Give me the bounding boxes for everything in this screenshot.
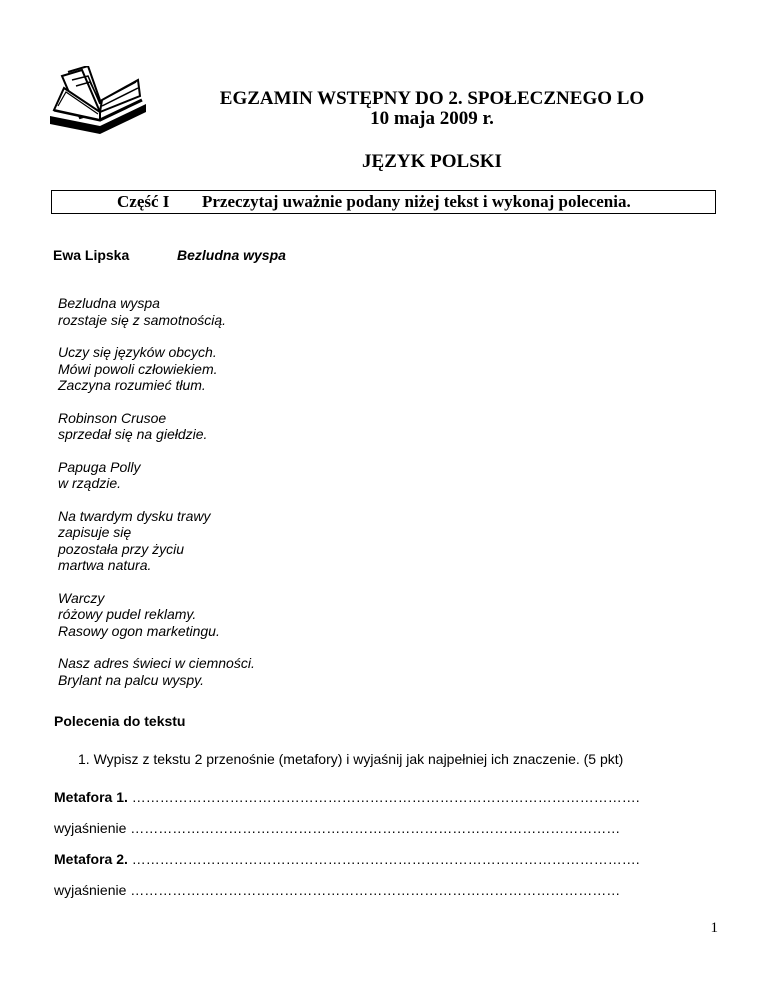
poem-line: Zaczyna rozumieć tłum.	[58, 377, 206, 393]
wyjasnienie-2-label: wyjaśnienie	[54, 882, 127, 898]
poem-line: Papuga Polly	[58, 458, 141, 475]
poem-stanza	[58, 295, 255, 328]
poem-line: Nasz adres świeci w ciemności.	[58, 655, 255, 671]
metafora-1-field[interactable]	[54, 789, 640, 805]
poem-line: sprzedał się na giełdzie.	[58, 426, 208, 442]
subject-title: JĘZYK POLSKI	[362, 151, 502, 172]
poem-title: Bezludna wyspa	[177, 247, 286, 263]
poem-line: w rządzie.	[58, 475, 122, 491]
task-1: 1. Wypisz z tekstu 2 przenośnie (metafory) i wyjaśnij jak najpełniej ich znaczenie. (5 pkt)	[78, 751, 624, 767]
poem-stanza	[58, 590, 255, 640]
answer-line[interactable]: ……………………………………………………………………………………………	[126, 882, 621, 898]
exam-date: 10 maja 2009 r.	[370, 108, 494, 129]
answer-line[interactable]: ……………………………………………………………………………………………	[126, 820, 621, 836]
poem-line: Na twardym dysku trawy	[58, 507, 211, 524]
metafora-1-label: Metafora 1.	[54, 789, 128, 805]
wyjasnienie-1-label: wyjaśnienie	[54, 820, 127, 836]
poem-stanza	[58, 655, 255, 688]
metafora-2-field[interactable]	[54, 851, 640, 867]
part-instruction: Przeczytaj uważnie podany niżej tekst i wykonaj polecenia.	[202, 192, 631, 211]
poem-line: Robinson Crusoe	[58, 409, 167, 426]
page-number: 1	[710, 920, 718, 936]
poem-line: różowy pudel reklamy.	[58, 606, 197, 622]
answer-line[interactable]: ……………………………………………………………………………………………….	[127, 851, 640, 867]
poem-line: pozostała przy życiu	[58, 540, 185, 557]
poem-line: Warczy	[58, 589, 105, 606]
part-label: Część I	[117, 192, 170, 211]
poem-stanza	[58, 344, 255, 394]
metafora-2-label: Metafora 2.	[54, 851, 128, 867]
poem-line: martwa natura.	[58, 557, 152, 573]
poem-author: Ewa Lipska	[53, 247, 130, 263]
poem-line: Bezludna wyspa	[58, 295, 160, 311]
wyjasnienie-2-field[interactable]	[54, 882, 620, 898]
poem-body	[58, 295, 255, 704]
part-header-box	[51, 190, 716, 214]
wyjasnienie-1-field[interactable]	[54, 820, 620, 836]
poem-line: Mówi powoli człowiekiem.	[58, 360, 218, 377]
exam-title: EGZAMIN WSTĘPNY DO 2. SPOŁECZNEGO LO	[219, 88, 645, 109]
poem-stanza	[58, 459, 255, 492]
poem-line: zapisuje się	[58, 524, 132, 540]
answer-line[interactable]: ……………………………………………………………………………………………….	[127, 789, 640, 805]
tasks-heading: Polecenia do tekstu	[54, 713, 186, 729]
poem-stanza	[58, 410, 255, 443]
poem-line: Uczy się języków obcych.	[58, 344, 217, 360]
poem-stanza	[58, 508, 255, 574]
poem-line: Brylant na palcu wyspy.	[58, 671, 205, 688]
poem-line: rozstaje się z samotnością.	[58, 311, 227, 328]
poem-line: Rasowy ogon marketingu.	[58, 622, 220, 639]
